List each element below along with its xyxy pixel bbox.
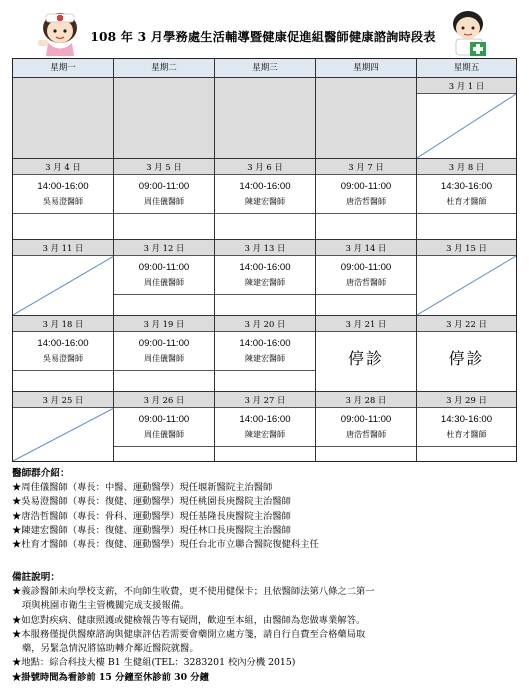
- doctor-name: 吳易澄醫師: [43, 197, 83, 206]
- note-line: ★地點：綜合科技大樓 B1 生健組(TEL：3283201 校內分機 2015): [12, 657, 296, 669]
- day-cell: [215, 392, 316, 461]
- doctor-intro-item: ★周佳儀醫師（專長：中醫、運動醫學）現任堰新醫院主治醫師: [12, 482, 273, 493]
- weekday-header: 星期三: [215, 59, 316, 78]
- time-slot: 09:00-11:00: [138, 414, 190, 425]
- date-label: 3 月 8 日: [417, 159, 516, 175]
- time-slot: 14:00-16:00: [239, 338, 291, 349]
- doctor-name: 陳建宏醫師: [245, 354, 285, 363]
- day-cell: [13, 392, 114, 461]
- doctor-name: 唐浩哲醫師: [346, 197, 386, 206]
- note-line: ★本服務僅提供醫療諮詢與健康評估若需要會藥開立處方箋，請自行自費至合格藥局取: [12, 628, 366, 640]
- weekday-header-row: [13, 59, 516, 78]
- day-cell: [215, 159, 316, 240]
- day-cell: [316, 316, 417, 392]
- day-cell: [13, 159, 114, 240]
- day-cell: [417, 316, 516, 392]
- no-session-slash: [13, 408, 114, 461]
- doctor-name: 周佳儀醫師: [144, 278, 184, 287]
- doctor-name: 陳建宏醫師: [245, 197, 285, 206]
- time-slot: 14:30-16:00: [440, 414, 493, 425]
- weekday-header: 星期二: [114, 59, 215, 78]
- time-slot: 09:00-11:00: [138, 262, 190, 273]
- date-label: 3 月 4 日: [13, 159, 113, 175]
- schedule-week-row: [13, 159, 516, 240]
- day-cell: [316, 392, 417, 461]
- date-label: 3 月 12 日: [114, 240, 214, 256]
- date-label: 3 月 28 日: [316, 392, 416, 408]
- date-label: 3 月 7 日: [316, 159, 416, 175]
- day-cell: [114, 159, 215, 240]
- page-header: [0, 0, 529, 58]
- schedule-week-row: [13, 316, 516, 392]
- notes-section-title: 備註說明：: [12, 572, 60, 583]
- date-label: 3 月 1 日: [417, 78, 516, 94]
- doctor-name: 周佳儀醫師: [144, 430, 184, 439]
- time-slot: 14:00-16:00: [37, 181, 89, 192]
- no-session-slash: [13, 256, 114, 315]
- time-slot: 14:30-16:00: [440, 181, 493, 192]
- note-line: ★如您對疾病、健康照護或健檢報告等有疑問，歡迎至本組，由醫師為您做專業解答。: [12, 614, 366, 626]
- day-cell: [417, 392, 516, 461]
- empty-cell: [13, 78, 114, 159]
- time-slot: 14:00-16:00: [239, 414, 291, 425]
- doctor-name: 周佳儀醫師: [144, 354, 184, 363]
- weekday-header: 星期四: [316, 59, 417, 78]
- doctor-name: 杜育才醫師: [446, 430, 487, 439]
- doctors-introduction: [12, 466, 517, 552]
- schedule-table: [12, 58, 517, 462]
- empty-cell: [215, 78, 316, 159]
- schedule-week-row: [13, 78, 516, 159]
- day-cell: [417, 240, 516, 316]
- doctor-name: 唐浩哲醫師: [346, 430, 386, 439]
- time-slot: 14:00-16:00: [37, 338, 89, 349]
- time-slot: 09:00-11:00: [138, 338, 190, 349]
- date-label: 3 月 27 日: [215, 392, 315, 408]
- date-label: 3 月 11 日: [13, 240, 113, 256]
- date-label: 3 月 15 日: [417, 240, 516, 256]
- empty-cell: [114, 78, 215, 159]
- day-cell: [114, 316, 215, 392]
- time-slot: 09:00-11:00: [138, 181, 190, 192]
- doctor-name: 吳易澄醫師: [43, 354, 83, 363]
- no-session-slash: [417, 94, 516, 158]
- time-slot: 09:00-11:00: [340, 181, 392, 192]
- day-cell: [215, 316, 316, 392]
- time-slot: 09:00-11:00: [340, 262, 392, 273]
- day-cell: [13, 240, 114, 316]
- date-label: 3 月 13 日: [215, 240, 315, 256]
- note-line: ★義診醫師未向學校支薪，不向師生收費，更不使用健保卡；且依醫師法第八條之二第一: [12, 586, 375, 597]
- date-label: 3 月 6 日: [215, 159, 315, 175]
- day-cell: [417, 78, 516, 159]
- doctor-intro-item: ★吳易澄醫師（專長：復健、運動醫學）現任桃園長庚醫院主治醫師: [12, 496, 291, 508]
- day-cell: [215, 240, 316, 316]
- date-label: 3 月 22 日: [417, 316, 516, 332]
- doctor-intro-item: ★唐浩哲醫師（專長：骨科、運動醫學）現任基隆長庚醫院主治醫師: [12, 510, 291, 522]
- nurse-mascot-icon: [34, 10, 84, 56]
- no-session-slash: [417, 256, 516, 315]
- note-line: 項與桃園市衛生主管機關完成支援報備。: [22, 600, 190, 612]
- empty-cell: [316, 78, 417, 159]
- schedule-week-row: [13, 240, 516, 316]
- date-label: 3 月 26 日: [114, 392, 214, 408]
- time-slot: 14:00-16:00: [239, 181, 291, 192]
- note-line: 藥，另緊急情況將協助轉介鄰近醫院就醫。: [22, 643, 199, 655]
- date-label: 3 月 5 日: [114, 159, 214, 175]
- weekday-header: 星期一: [13, 59, 114, 78]
- date-label: 3 月 18 日: [13, 316, 113, 332]
- schedule-week-row: [13, 392, 516, 461]
- doctor-name: 陳建宏醫師: [245, 278, 285, 287]
- doctor-intro-item: ★陳建宏醫師（專長：復健、運動醫學）現任林口長庚醫院主治醫師: [12, 524, 291, 536]
- doctors-section-title: 醫師群介紹：: [12, 468, 70, 479]
- day-cell: [114, 240, 215, 316]
- day-cell: [316, 240, 417, 316]
- doctor-name: 杜育才醫師: [446, 197, 487, 206]
- date-label: 3 月 25 日: [13, 392, 113, 408]
- date-label: 3 月 19 日: [114, 316, 214, 332]
- date-label: 3 月 14 日: [316, 240, 416, 256]
- time-slot: 14:00-16:00: [239, 262, 291, 273]
- day-cell: [13, 316, 114, 392]
- weekday-header: 星期五: [417, 59, 516, 78]
- day-cell: [114, 392, 215, 461]
- date-label: 3 月 21 日: [316, 316, 416, 332]
- day-cell: [316, 159, 417, 240]
- doctor-name: 周佳儀醫師: [144, 197, 184, 206]
- doctor-name: 唐浩哲醫師: [346, 278, 386, 287]
- doctor-mascot-icon: [444, 8, 494, 58]
- date-label: 3 月 29 日: [417, 392, 516, 408]
- closed-label: 停診: [347, 349, 384, 368]
- time-slot: 09:00-11:00: [340, 414, 392, 425]
- doctor-intro-item: ★杜育才醫師（專長：復健、運動醫學）現任台北市立聯合醫院復健科主任: [12, 539, 319, 551]
- closed-label: 停診: [448, 349, 485, 368]
- note-line: ★掛號時間為看診前 15 分鐘至休診前 30 分鐘: [12, 671, 209, 683]
- date-label: 3 月 20 日: [215, 316, 315, 332]
- notes-section: [12, 570, 517, 685]
- doctor-name: 陳建宏醫師: [245, 430, 285, 439]
- day-cell: [417, 159, 516, 240]
- page-title: 108 年 3 月學務處生活輔導暨健康促進組醫師健康諮詢時段表: [90, 30, 436, 44]
